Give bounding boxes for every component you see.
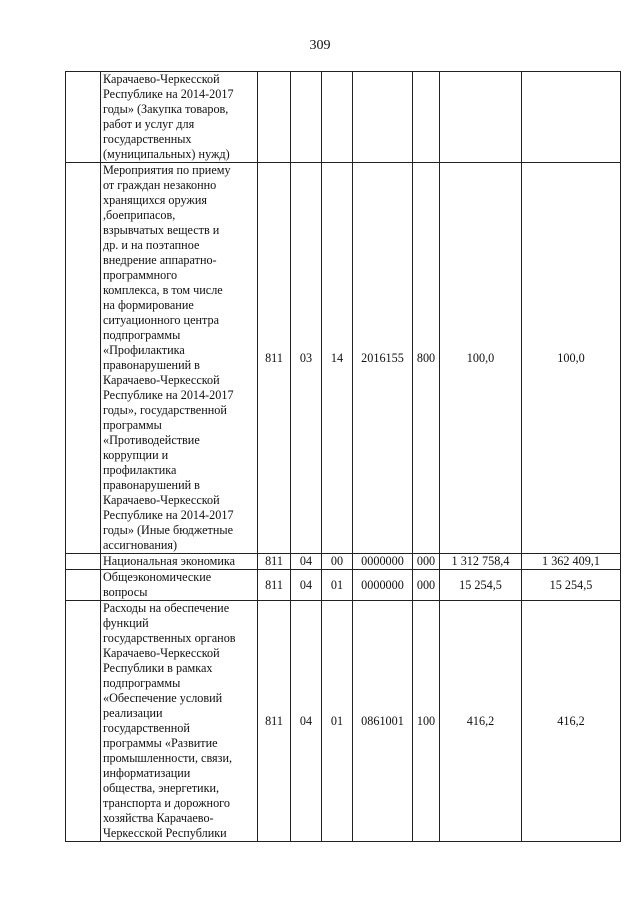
csr-cell: 0000000 [353,570,413,601]
table-row [66,601,621,842]
table-row [66,554,621,570]
csr-cell [353,72,413,163]
description-cell: Национальная экономика [101,554,258,570]
rz-cell: 03 [291,163,322,554]
row-number-cell [66,163,101,554]
budget-table [65,71,621,842]
csr-cell: 0861001 [353,601,413,842]
ved-cell [258,72,291,163]
pr-cell [322,72,353,163]
vr-cell [413,72,440,163]
vr-cell: 100 [413,601,440,842]
page-number: 309 [309,38,331,53]
table-row [66,570,621,601]
rz-cell [291,72,322,163]
sum-2017-cell: 1 362 409,1 [522,554,621,570]
sum-2017-cell: 15 254,5 [522,570,621,601]
row-number-cell [66,72,101,163]
rz-cell: 04 [291,554,322,570]
sum-2017-cell: 416,2 [522,601,621,842]
pr-cell: 01 [322,570,353,601]
pr-cell: 14 [322,163,353,554]
row-number-cell [66,570,101,601]
sum-2016-cell [440,72,522,163]
ved-cell: 811 [258,601,291,842]
ved-cell: 811 [258,570,291,601]
sum-2017-cell [522,72,621,163]
description-cell: Общеэкономические вопросы [101,570,258,601]
row-number-cell [66,554,101,570]
pr-cell: 01 [322,601,353,842]
vr-cell: 000 [413,554,440,570]
sum-2016-cell: 100,0 [440,163,522,554]
table-row [66,72,621,163]
vr-cell: 800 [413,163,440,554]
sum-2016-cell: 15 254,5 [440,570,522,601]
table-row [66,163,621,554]
csr-cell: 0000000 [353,554,413,570]
rz-cell: 04 [291,601,322,842]
sum-2016-cell: 1 312 758,4 [440,554,522,570]
ved-cell: 811 [258,554,291,570]
csr-cell: 2016155 [353,163,413,554]
description-cell: Мероприятия по приему от граждан незаконно хранящихся оружия ,боеприпасов, взрывчатых веществ и др. и на поэтапное внедрение аппаратно- программного комплекса, в том числе на формирование ситуационного центра подпрограммы «Профилактика правонарушений в Карачаево-Черкесской Республике на 2014-2017 годы», государственной программы «Противодействие коррупции и профилактика правонарушений в Карачаево-Черкесской Республике на 2014-2017 годы» (Иные бюджетные ассигнования) [101,163,258,554]
description-cell: Расходы на обеспечение функций государственных органов Карачаево-Черкесской Республики в рамках подпрограммы «Обеспечение условий реализации государственной программы «Развитие промышленности, связи, информатизации общества, энергетики, транспорта и дорожного хозяйства Карачаево- Черкесской Республики [101,601,258,842]
rz-cell: 04 [291,570,322,601]
ved-cell: 811 [258,163,291,554]
description-cell: Карачаево-Черкесской Республике на 2014-2017 годы» (Закупка товаров, работ и услуг для государственных (муниципальных) нужд) [101,72,258,163]
row-number-cell [66,601,101,842]
vr-cell: 000 [413,570,440,601]
sum-2016-cell: 416,2 [440,601,522,842]
pr-cell: 00 [322,554,353,570]
sum-2017-cell: 100,0 [522,163,621,554]
